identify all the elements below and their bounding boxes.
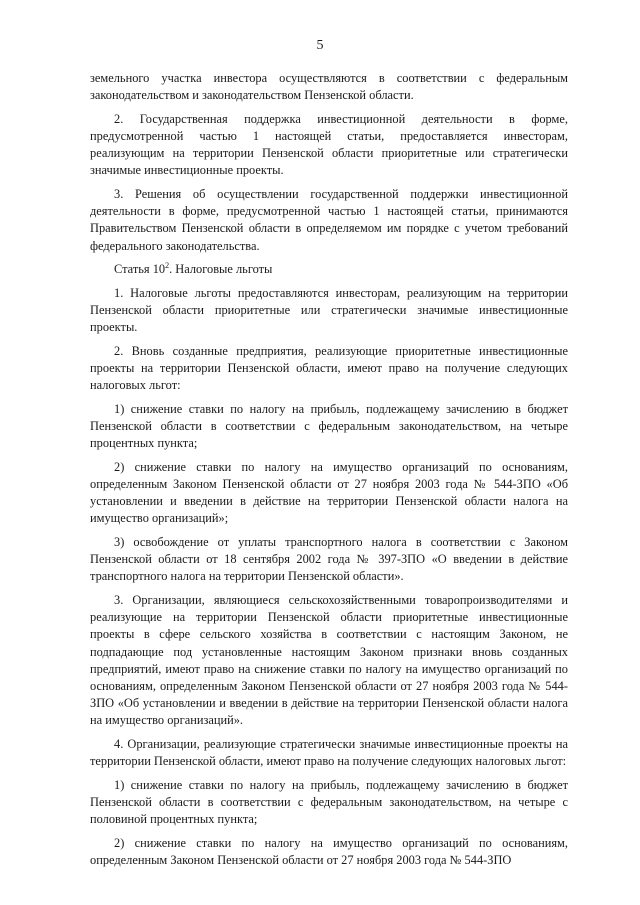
paragraph-support-decisions: 3. Решения об осуществлении государственной поддержки инвестиционной деятельности в форме, предусмотренной частью 1 настоящей статьи, принимаются Правительством Пензенской области в определяемом им порядке с учетом требований федерального законодательства. [90, 187, 568, 253]
list-item-property-tax-reduction-strategic: 2) снижение ставки по налогу на имущество организаций по основаниям, определенным Законом Пензенской области от 27 ноября 2003 года № 544-ЗПО [90, 835, 568, 868]
paragraph-tax-benefits-provided: 1. Налоговые льготы предоставляются инвесторам, реализующим на территории Пензенской области приоритетные или стратегически значимые инвестиционные проекты. [90, 285, 568, 335]
article-heading [90, 261, 568, 278]
document-body [90, 70, 568, 876]
article-heading-prefix: Статья 10 [114, 262, 166, 277]
paragraph-strategic-projects: 4. Организации, реализующие стратегически значимые инвестиционные проекты на территории Пензенской области, имеют право на получение следующих налоговых льгот: [90, 737, 568, 769]
page-number: 5 [316, 38, 324, 53]
paragraph-continuation: земельного участка инвестора осуществляются в соответствии с федеральным законодательством и законодательством Пензенской области. [90, 71, 568, 103]
article-heading-sup: 2 [165, 261, 170, 271]
paragraph-new-enterprises: 2. Вновь созданные предприятия, реализующие приоритетные инвестиционные проекты на территории Пензенской области, имеют право на получение следующих налоговых льгот: [90, 343, 568, 393]
list-item-transport-tax-exemption: 3) освобождение от уплаты транспортного налога в соответствии с Законом Пензенской области от 18 сентября 2002 года № 397-ЗПО «О введении в действие транспортного налога на территории Пензенской области». [90, 535, 568, 584]
paragraph-state-support-investors: 2. Государственная поддержка инвестиционной деятельности в форме, предусмотренной частью 1 настоящей статьи, предоставляется инвесторам, реализующим на территории Пензенской области приоритетные или стратегически значимые инвестиционные проекты. [90, 111, 568, 178]
paragraph-agricultural-producers: 3. Организации, являющиеся сельскохозяйственными товаропроизводителями и реализующие на территории Пензенской области приоритетные инвестиционные проекты в сфере сельского хозяйства в соответствии с настоящим Законом, не подпадающие под установленные настоящим Законом признаки вновь созданных предприятий, имеют право на снижение ставки по налогу на имущество организаций по основаниям, определенным Законом Пензенской области от 27 ноября 2003 года № 544-ЗПО «Об установлении и введении в действие на территории Пензенской области налога на имущество организаций». [90, 593, 568, 728]
list-item-property-tax-reduction: 2) снижение ставки по налогу на имущество организаций по основаниям, определенным Законом Пензенской области от 27 ноября 2003 года № 544-ЗПО «Об установлении и введении в действие на территории Пензенской области налога на имущество организаций»; [90, 459, 568, 526]
article-heading-suffix: . Налоговые льготы [169, 262, 273, 277]
list-item-profit-tax-reduction-strategic: 1) снижение ставки по налогу на прибыль, подлежащему зачислению в бюджет Пензенской области в соответствии с федеральным законодательством, на четыре с половиной процентных пункта; [90, 777, 568, 827]
list-item-profit-tax-reduction: 1) снижение ставки по налогу на прибыль, подлежащему зачислению в бюджет Пензенской области в соответствии с федеральным законодательством, на четыре процентных пункта; [90, 401, 568, 451]
